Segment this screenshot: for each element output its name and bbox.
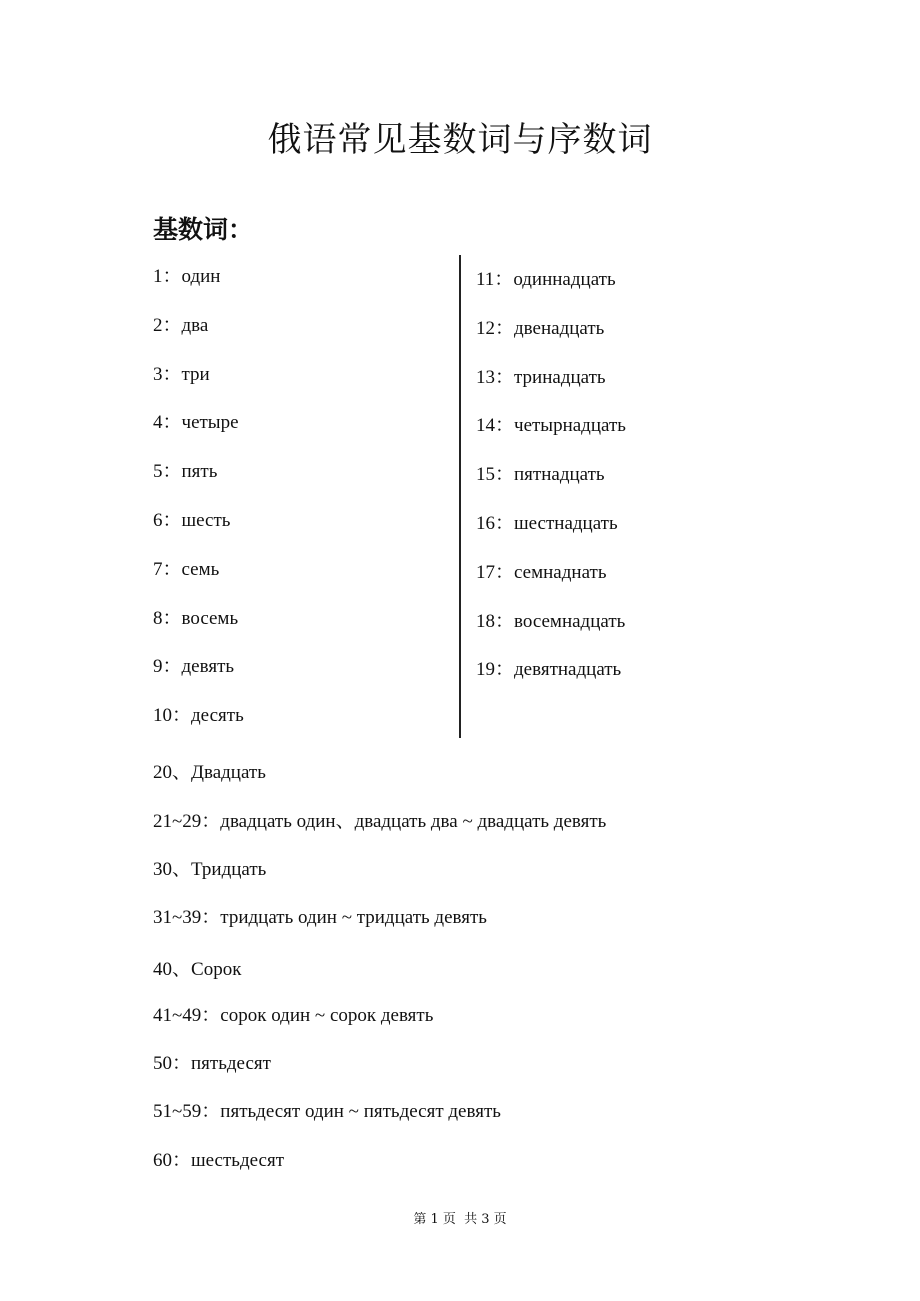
list-item: 3：три: [153, 363, 210, 385]
numbers-list-1-10: [153, 262, 244, 750]
list-item: 18：восемнадцать: [476, 610, 626, 632]
footer-mid: 页 共: [438, 1212, 482, 1227]
list-item: 16：шестнадцать: [476, 512, 618, 534]
list-item: 9：девять: [153, 656, 235, 678]
list-item: 60：шестьдесят: [153, 1150, 285, 1171]
numbers-list-11-19: [476, 265, 626, 704]
list-item: 2：два: [153, 314, 209, 336]
list-item: 1：один: [153, 266, 221, 287]
list-item: 5：пять: [153, 461, 218, 483]
list-item: 17：семнаднать: [476, 561, 607, 583]
list-item: 41~49：сорок один ~ сорок девять: [153, 1005, 434, 1026]
list-item: 8：восемь: [153, 607, 239, 629]
page-title: 俄语常见基数词与序数词: [267, 120, 653, 160]
list-item: 7：семь: [153, 558, 220, 580]
list-item: 19：девятнадцать: [476, 659, 622, 681]
current-page-number: 1: [430, 1212, 439, 1227]
column-divider: [459, 255, 461, 738]
list-item: 20、Двадцать: [153, 762, 266, 783]
list-item: 11：одиннадцать: [476, 269, 616, 290]
section-heading: 基数词：: [153, 215, 254, 244]
page-footer: [0, 1208, 920, 1227]
list-item: 6：шесть: [153, 509, 231, 531]
list-item: 50：пятьдесят: [153, 1053, 271, 1074]
footer-prefix: 第: [413, 1212, 431, 1227]
list-item: 31~39：тридцать один ~ тридцать девять: [153, 907, 487, 928]
list-item: 14：четырнадцать: [476, 415, 626, 437]
list-item: 10：десять: [153, 705, 244, 727]
list-item: 40、Сорок: [153, 959, 242, 980]
total-page-count: 3: [481, 1212, 490, 1227]
list-item: 21~29：двадцать один、двадцать два ~ двадцать девять: [153, 811, 607, 832]
list-item: 30、Тридцать: [153, 859, 267, 880]
list-item: 4：четыре: [153, 412, 239, 434]
list-item: 13：тринадцать: [476, 366, 606, 388]
list-item: 12：двенадцать: [476, 317, 605, 339]
list-item: 15：пятнадцать: [476, 464, 605, 486]
list-item: 51~59：пятьдесят один ~ пятьдесят девять: [153, 1101, 501, 1122]
footer-suffix: 页: [489, 1212, 507, 1227]
numbers-list-20-60: [153, 758, 606, 1186]
